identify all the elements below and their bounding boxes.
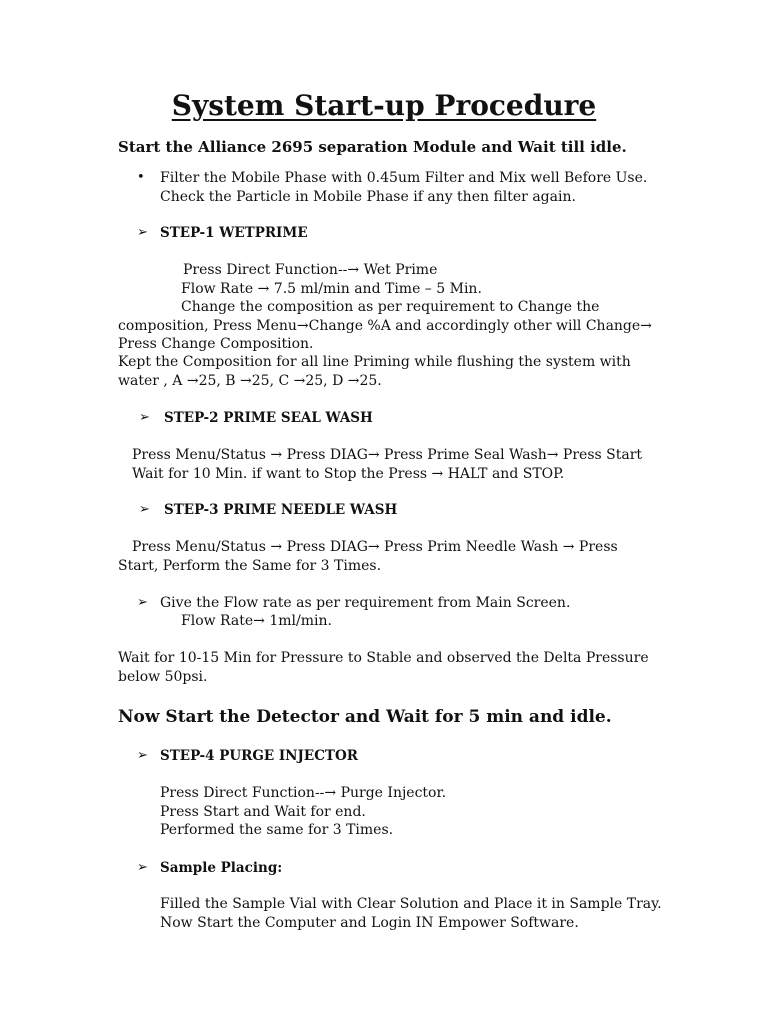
- step-1-line: Press Change Composition.: [118, 336, 314, 352]
- step-2-line: Wait for 10 Min. if want to Stop the Press → HALT and STOP.: [132, 466, 565, 482]
- arrow-bullet-icon: ➢: [137, 860, 148, 875]
- step-4-line: Press Direct Function--→ Purge Injector.: [160, 785, 447, 801]
- arrow-bullet-icon: ➢: [137, 225, 148, 240]
- sample-placing-label: Sample Placing:: [160, 860, 283, 876]
- bullet-text-line: Filter the Mobile Phase with 0.45um Filter and Mix well Before Use.: [160, 170, 648, 186]
- step-4-line: Performed the same for 3 Times.: [160, 822, 394, 838]
- section-heading-module: Start the Alliance 2695 separation Module and Wait till idle.: [118, 138, 627, 156]
- step-1-line: Kept the Composition for all line Priming while flushing the system with: [118, 354, 631, 370]
- step-4-line: Press Start and Wait for end.: [160, 804, 366, 820]
- section-heading-detector: Now Start the Detector and Wait for 5 min and idle.: [118, 707, 612, 727]
- flow-rate-line: Give the Flow rate as per requirement from Main Screen.: [160, 595, 571, 611]
- step-4-label: STEP-4 PURGE INJECTOR: [160, 748, 358, 764]
- bullet-text-line: Check the Particle in Mobile Phase if any then filter again.: [160, 189, 576, 205]
- step-1-line: composition, Press Menu→Change %A and accordingly other will Change→: [118, 318, 652, 334]
- bullet-marker: •: [137, 170, 145, 185]
- page-title: System Start-up Procedure: [171, 89, 597, 122]
- step-1-line: water , A →25, B →25, C →25, D →25.: [118, 373, 382, 389]
- step-1-line: Press Direct Function--→ Wet Prime: [183, 262, 438, 278]
- sample-line: Filled the Sample Vial with Clear Solution and Place it in Sample Tray.: [160, 896, 662, 912]
- arrow-bullet-icon: ➢: [137, 595, 148, 610]
- step-2-line: Press Menu/Status → Press DIAG→ Press Prime Seal Wash→ Press Start: [132, 447, 643, 463]
- arrow-bullet-icon: ➢: [137, 748, 148, 763]
- arrow-bullet-icon: ➢: [139, 502, 150, 517]
- step-3-label: STEP-3 PRIME NEEDLE WASH: [164, 502, 398, 518]
- arrow-bullet-icon: ➢: [139, 410, 150, 425]
- step-2-label: STEP-2 PRIME SEAL WASH: [164, 410, 373, 426]
- wait-line: below 50psi.: [118, 669, 208, 685]
- step-3-line: Press Menu/Status → Press DIAG→ Press Prim Needle Wash → Press: [132, 539, 618, 555]
- step-1-label: STEP-1 WETPRIME: [160, 225, 308, 241]
- flow-rate-line: Flow Rate→ 1ml/min.: [181, 613, 332, 629]
- step-1-line: Change the composition as per requirement to Change the: [181, 299, 600, 315]
- step-3-line: Start, Perform the Same for 3 Times.: [118, 558, 382, 574]
- sample-line: Now Start the Computer and Login IN Empower Software.: [160, 915, 579, 931]
- wait-line: Wait for 10-15 Min for Pressure to Stable and observed the Delta Pressure: [118, 650, 649, 666]
- step-1-line: Flow Rate → 7.5 ml/min and Time – 5 Min.: [181, 281, 482, 297]
